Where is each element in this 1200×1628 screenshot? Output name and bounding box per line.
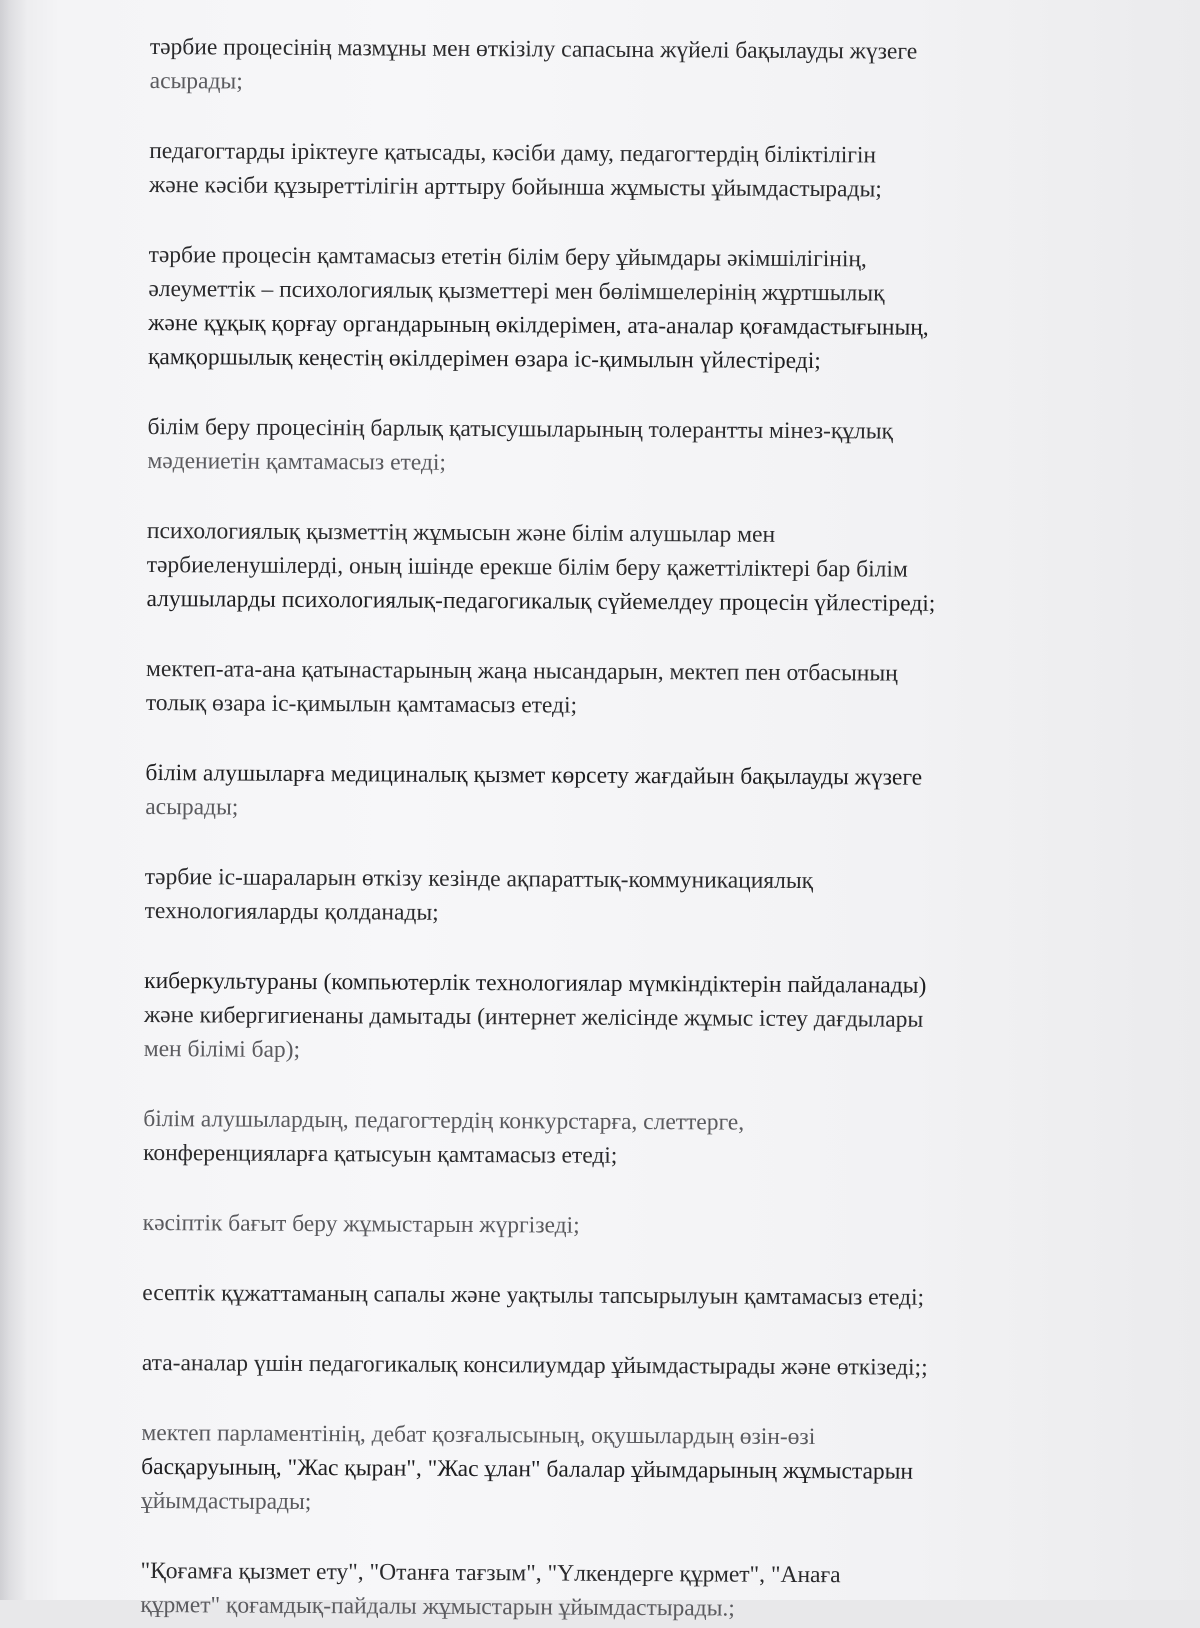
paragraph-line: асырады; <box>149 67 243 95</box>
paragraph-line: есептік құжаттаманың сапалы және уақтылы тапсырылуын қамтамасыз етеді; <box>142 1279 925 1311</box>
paragraph-line: конференцияларға қатысуын қамтамасыз етеді; <box>143 1139 618 1169</box>
paragraph-14 <box>141 1416 1127 1524</box>
paragraph-line: және кәсіби құзыреттілігін арттыру бойынша жұмысты ұйымдастырады; <box>148 171 882 203</box>
paragraph-line: және кибергигиенаны дамытады (интернет желісінде жұмыс істеу дағдылары <box>143 1001 924 1033</box>
paragraph-line: мен білімі бар); <box>143 1035 301 1063</box>
paragraph-line: толық өзара іс-қимылын қамтамасыз етеді; <box>145 689 578 719</box>
paragraph-5 <box>146 514 1132 622</box>
paper-stack-edge <box>0 0 26 1600</box>
paragraph-line: кәсіптік бағыт беру жұмыстарын жүргізеді; <box>142 1209 580 1239</box>
paragraph-2 <box>149 134 1134 208</box>
paragraph-9 <box>144 964 1130 1072</box>
paragraph-line: білім беру процесінің барлық қатысушыларының толерантты мінез-құлық <box>147 413 894 445</box>
paragraph-1 <box>150 30 1135 104</box>
paragraph-7 <box>145 756 1130 830</box>
paragraph-line: басқаруының, "Жас қыран", "Жас ұлан" балалар ұйымдарының жұмыстарын <box>141 1453 914 1485</box>
paragraph-line: тәрбиеленушілерді, оның ішінде ерекше білім беру қажеттіліктері бар білім <box>146 551 908 583</box>
paragraph-line: ұйымдастырады; <box>140 1487 312 1516</box>
paragraph-line: тәрбие іс-шараларын өткізу кезінде ақпараттық-коммуникациялық <box>144 863 814 895</box>
paragraph-line: тәрбие процесін қамтамасыз ететін білім беру ұйымдары әкімшілігінің, <box>148 241 867 273</box>
paragraph-line: киберкультураны (компьютерлік технологиялар мүмкіндіктерін пайдаланады) <box>144 967 927 999</box>
paragraph-line: психологиялық қызметтің жұмысын және білім алушылар мен <box>146 517 776 548</box>
paragraph-6 <box>146 652 1131 726</box>
paragraph-line: құрмет" қоғамдық-пайдалы жұмыстарын ұйымдастырады.; <box>140 1591 735 1622</box>
paragraph-4 <box>147 410 1132 484</box>
paragraph-line: педагогтарды іріктеуге қатысады, кәсіби даму, педагогтердің біліктілігін <box>149 137 877 169</box>
document-page <box>140 30 1135 1622</box>
paragraph-line: тәрбие процесінің мазмұны мен өткізілу сапасына жүйелі бақылауды жүзеге <box>149 33 918 65</box>
paragraph-line: технологияларды қолданады; <box>144 897 439 926</box>
paragraph-line: мектеп парламентінің, дебат қозғалысының, оқушылардың өзін-өзі <box>141 1419 816 1451</box>
paragraph-line: асырады; <box>145 793 239 821</box>
paragraph-3 <box>148 238 1134 380</box>
paragraph-line: және құқық қорғау органдарының өкілдерімен, ата-аналар қоғамдастығының, <box>148 309 929 341</box>
paragraph-line: әлеуметтік – психологиялық қызметтері мен бөлімшелерінің жұртшылық <box>148 275 885 307</box>
paragraph-13 <box>142 1346 1127 1386</box>
paragraph-line: ата-аналар үшін педагогикалық консилиумдар ұйымдастырады және өткізеді;; <box>141 1349 928 1381</box>
paragraph-line: білім алушыларға медициналық қызмет көрсету жағдайын бақылауды жүзеге <box>145 759 923 791</box>
paragraph-11 <box>143 1206 1128 1246</box>
paragraph-line: қамқоршылық кеңестің өкілдерімен өзара іс-қимылын үйлестіреді; <box>147 343 821 375</box>
paragraph-12 <box>142 1276 1127 1316</box>
paragraph-line: "Қоғамға қызмет ету", "Отанға тағзым", "Үлкендерге құрмет", "Анаға <box>140 1557 841 1589</box>
paragraph-10 <box>143 1102 1128 1176</box>
paragraph-line: алушыларды психологиялық-педагогикалық сүйемелдеу процесін үйлестіреді; <box>146 585 936 617</box>
paragraph-8 <box>145 860 1130 934</box>
paragraph-15 <box>140 1554 1125 1628</box>
paragraph-line: мәдениетін қамтамасыз етеді; <box>147 447 447 476</box>
paragraph-line: білім алушылардың, педагогтердің конкурстарға, слеттерге, <box>143 1105 745 1136</box>
paragraph-line: мектеп-ата-ана қатынастарының жаңа нысандарын, мектеп пен отбасының <box>146 655 898 687</box>
